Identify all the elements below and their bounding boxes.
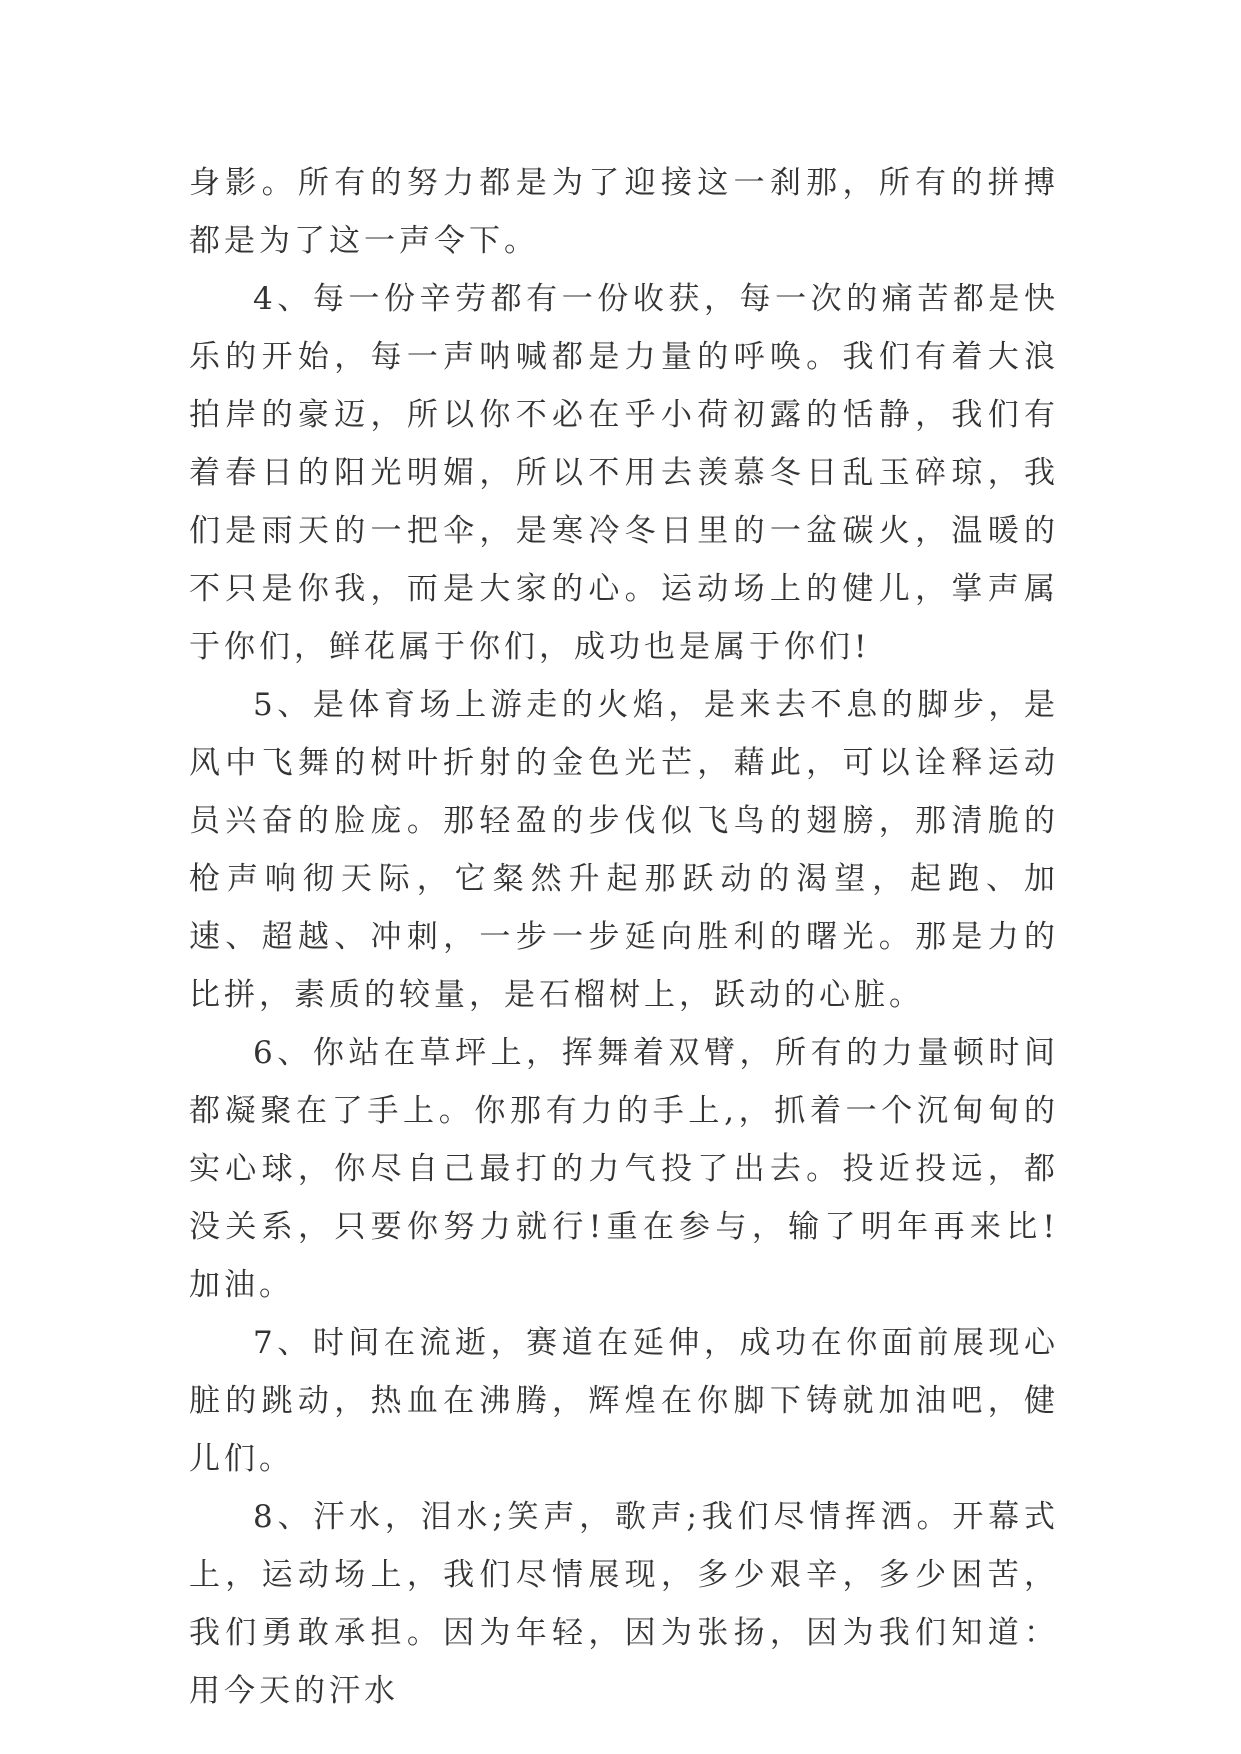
paragraph-item-6: 6、你站在草坪上，挥舞着双臂，所有的力量顿时间都凝聚在了手上。你那有力的手上,，抓着一个沉甸甸的实心球，你尽自己最打的力气投了出去。投近投远，都没关系，只要你努力就行!重在参与，输了明年再来比!加油。 [189,1035,1059,1303]
paragraph-continuation: 身影。所有的努力都是为了迎接这一刹那，所有的拼搏都是为了这一声令下。 [189,165,1059,259]
paragraph-item-8: 8、汗水，泪水;笑声，歌声;我们尽情挥洒。开幕式上，运动场上，我们尽情展现，多少艰辛，多少困苦，我们勇敢承担。因为年轻，因为张扬，因为我们知道：用今天的汗水 [189,1499,1059,1709]
document-body [189,154,1059,1720]
paragraph-item-5: 5、是体育场上游走的火焰，是来去不息的脚步，是风中飞舞的树叶折射的金色光芒，藉此，可以诠释运动员兴奋的脸庞。那轻盈的步伐似飞鸟的翅膀，那清脆的枪声响彻天际，它粲然升起那跃动的渴望，起跑、加速、超越、冲刺，一步一步延向胜利的曙光。那是力的比拼，素质的较量，是石榴树上，跃动的心脏。 [189,687,1059,1013]
paragraph-item-4: 4、每一份辛劳都有一份收获，每一次的痛苦都是快乐的开始，每一声呐喊都是力量的呼唤。我们有着大浪拍岸的豪迈，所以你不必在乎小荷初露的恬静，我们有着春日的阳光明媚，所以不用去羡慕冬日乱玉碎琼，我们是雨天的一把伞，是寒冷冬日里的一盆碳火，温暖的不只是你我，而是大家的心。运动场上的健儿，掌声属于你们，鲜花属于你们，成功也是属于你们! [189,281,1059,665]
paragraph-item-7: 7、时间在流逝，赛道在延伸，成功在你面前展现心脏的跳动，热血在沸腾，辉煌在你脚下铸就加油吧，健儿们。 [189,1325,1059,1477]
